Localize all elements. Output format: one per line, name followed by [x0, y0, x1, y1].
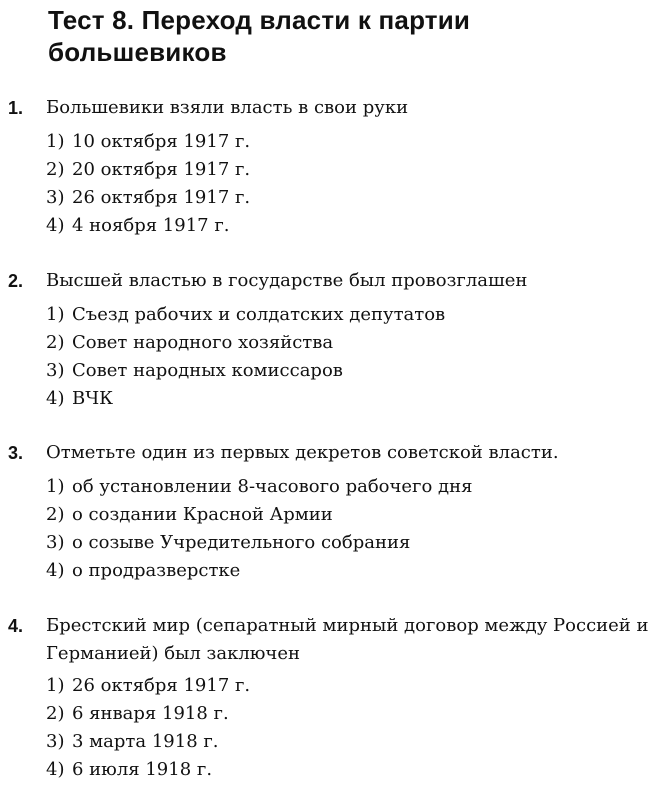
- option-number: 2): [46, 504, 65, 525]
- option-text: ВЧК: [72, 388, 114, 409]
- test-title: Тест 8. Переход власти к партии большевиков: [48, 5, 471, 67]
- option-text: 26 октября 1917 г.: [72, 675, 251, 696]
- option-number: 3): [46, 360, 65, 381]
- question-text: Брестский мир (сепаратный мирный договор между Россией и Германией) был заключен: [46, 615, 649, 664]
- option-number: 3): [46, 532, 65, 553]
- option-number: 4): [46, 388, 65, 409]
- question-number: 1.: [8, 98, 24, 118]
- option-number: 4): [46, 759, 65, 780]
- option-text: о созыве Учредительного собрания: [72, 532, 411, 553]
- option-text: 6 июля 1918 г.: [72, 759, 213, 780]
- option-text: 20 октября 1917 г.: [72, 159, 251, 180]
- answer-option: [46, 501, 646, 529]
- answer-option: [46, 473, 646, 501]
- question-number: 2.: [8, 271, 24, 291]
- option-text: 10 октября 1917 г.: [72, 131, 251, 152]
- question-number: 4.: [8, 616, 24, 636]
- answer-options: [46, 672, 646, 784]
- answer-option: [46, 529, 646, 557]
- option-number: 2): [46, 703, 65, 724]
- answer-option: [46, 385, 646, 413]
- option-number: 4): [46, 215, 65, 236]
- answer-option: [46, 212, 646, 240]
- option-number: 1): [46, 131, 65, 152]
- answer-option: [46, 128, 646, 156]
- option-number: 2): [46, 159, 65, 180]
- answer-option: [46, 329, 646, 357]
- option-text: Совет народных комиссаров: [72, 360, 343, 381]
- option-number: 1): [46, 476, 65, 497]
- answer-option: [46, 728, 646, 756]
- option-number: 3): [46, 187, 65, 208]
- answer-options: [46, 473, 646, 585]
- answer-options: [46, 301, 646, 413]
- option-text: о продразверстке: [72, 560, 241, 581]
- option-text: 3 марта 1918 г.: [72, 731, 219, 752]
- answer-option: [46, 184, 646, 212]
- option-text: Совет народного хозяйства: [72, 332, 334, 353]
- option-text: 26 октября 1917 г.: [72, 187, 251, 208]
- question-text: Отметьте один из первых декретов советской власти.: [46, 442, 559, 463]
- question-text: Большевики взяли власть в свои руки: [46, 97, 409, 118]
- option-number: 4): [46, 560, 65, 581]
- option-number: 2): [46, 332, 65, 353]
- option-text: о создании Красной Армии: [72, 504, 333, 525]
- answer-option: [46, 301, 646, 329]
- question-number: 3.: [8, 443, 24, 463]
- answer-option: [46, 672, 646, 700]
- answer-option: [46, 756, 646, 784]
- option-number: 1): [46, 304, 65, 325]
- answer-option: [46, 357, 646, 385]
- answer-options: [46, 128, 646, 240]
- option-text: Съезд рабочих и солдатских депутатов: [72, 304, 446, 325]
- option-text: 6 января 1918 г.: [72, 703, 229, 724]
- option-text: об установлении 8-часового рабочего дня: [72, 476, 473, 497]
- option-number: 3): [46, 731, 65, 752]
- answer-option: [46, 557, 646, 585]
- question-text: Высшей властью в государстве был провозглашен: [46, 270, 528, 291]
- answer-option: [46, 156, 646, 184]
- option-number: 1): [46, 675, 65, 696]
- option-text: 4 ноября 1917 г.: [72, 215, 230, 236]
- answer-option: [46, 700, 646, 728]
